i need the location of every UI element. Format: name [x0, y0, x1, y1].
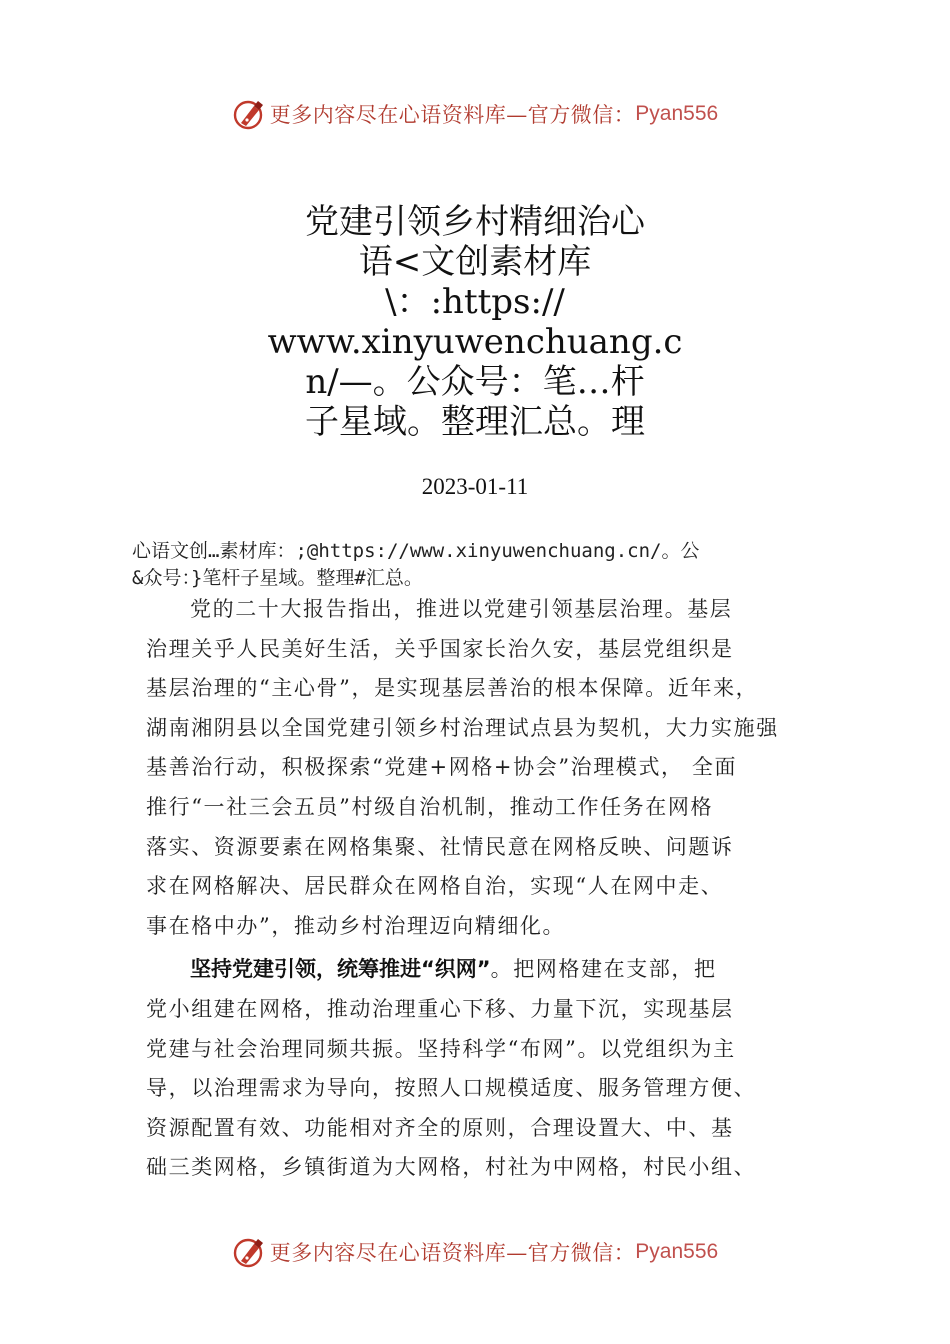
document-title [0, 202, 950, 442]
paragraph-line: 基善治行动，积极探索“党建+网格+协会”治理模式， 全面 [146, 755, 738, 780]
title-line: 子星域。整理汇总。理 [305, 402, 645, 442]
title-line: n/—。公众号：笔…杆 [305, 362, 645, 402]
paragraph-line: 资源配置有效、功能相对齐全的原则，合理设置大、中、基 [146, 1115, 734, 1140]
source-note [132, 538, 832, 592]
footer-banner [0, 1232, 950, 1272]
paragraph-line: 础三类网格，乡镇街道为大网格，村社为中网格，村民小组、 [146, 1155, 757, 1180]
paragraph-line: 落实、资源要素在网格集聚、社情民意在网格反映、问题诉 [146, 834, 734, 859]
paragraph-line: 求在网格解决、居民群众在网格自治，实现“人在网中走、 [146, 874, 724, 899]
paragraph-line: 党的二十大报告指出，推进以党建引领基层治理。基层 [190, 597, 733, 621]
paragraph-line [146, 950, 816, 990]
banner-wechat-id: Pyan556 [635, 102, 719, 125]
title-line: 语<文创素材库 [358, 242, 592, 282]
paragraph-line: 事在格中办”，推动乡村治理迈向精细化。 [146, 913, 566, 938]
paragraph-line: 湖南湘阴县以全国党建引领乡村治理试点县为契机，大力实施强 [146, 715, 779, 740]
paragraph-text: 。把网格建在支部，把 [490, 957, 717, 982]
banner-wechat-id: Pyan556 [635, 1240, 719, 1263]
paragraph-line: 导，以治理需求为导向，按照人口规模适度、服务管理方便、 [146, 1076, 757, 1101]
banner-text: 更多内容尽在心语资料库—官方微信： [269, 1241, 636, 1265]
pen-nib-logo-icon [232, 1235, 266, 1269]
paragraph-line: 党小组建在网格，推动治理重心下移、力量下沉，实现基层 [146, 996, 734, 1021]
source-line: &众号：}笔杆子星域。整理#汇总。 [132, 567, 423, 589]
document-date: 2023-01-11 [421, 474, 529, 499]
article-body [146, 590, 816, 1188]
section-heading: 坚持党建引领，统筹推进“织网” [190, 957, 491, 982]
paragraph-line: 党建与社会治理同频共振。坚持科学“布网”。以党组织为主 [146, 1036, 736, 1061]
source-line: 心语文创…素材库：;@https://www.xinyuwenchuang.cn/。公 [132, 540, 700, 562]
title-line: www.xinyuwenchuang.c [267, 322, 683, 362]
banner-text: 更多内容尽在心语资料库—官方微信： [269, 103, 636, 127]
header-banner [0, 94, 950, 134]
title-line: \：:https:// [385, 282, 565, 322]
pen-nib-logo-icon [232, 97, 266, 131]
paragraph-line: 推行“一社三会五员”村级自治机制，推动工作任务在网格 [146, 794, 714, 819]
title-line: 党建引领乡村精细治心 [305, 202, 645, 242]
paragraph-line: 治理关乎人民美好生活，关乎国家长治久安，基层党组织是 [146, 636, 734, 661]
paragraph-line: 基层治理的“主心骨”，是实现基层善治的根本保障。近年来， [146, 676, 759, 701]
